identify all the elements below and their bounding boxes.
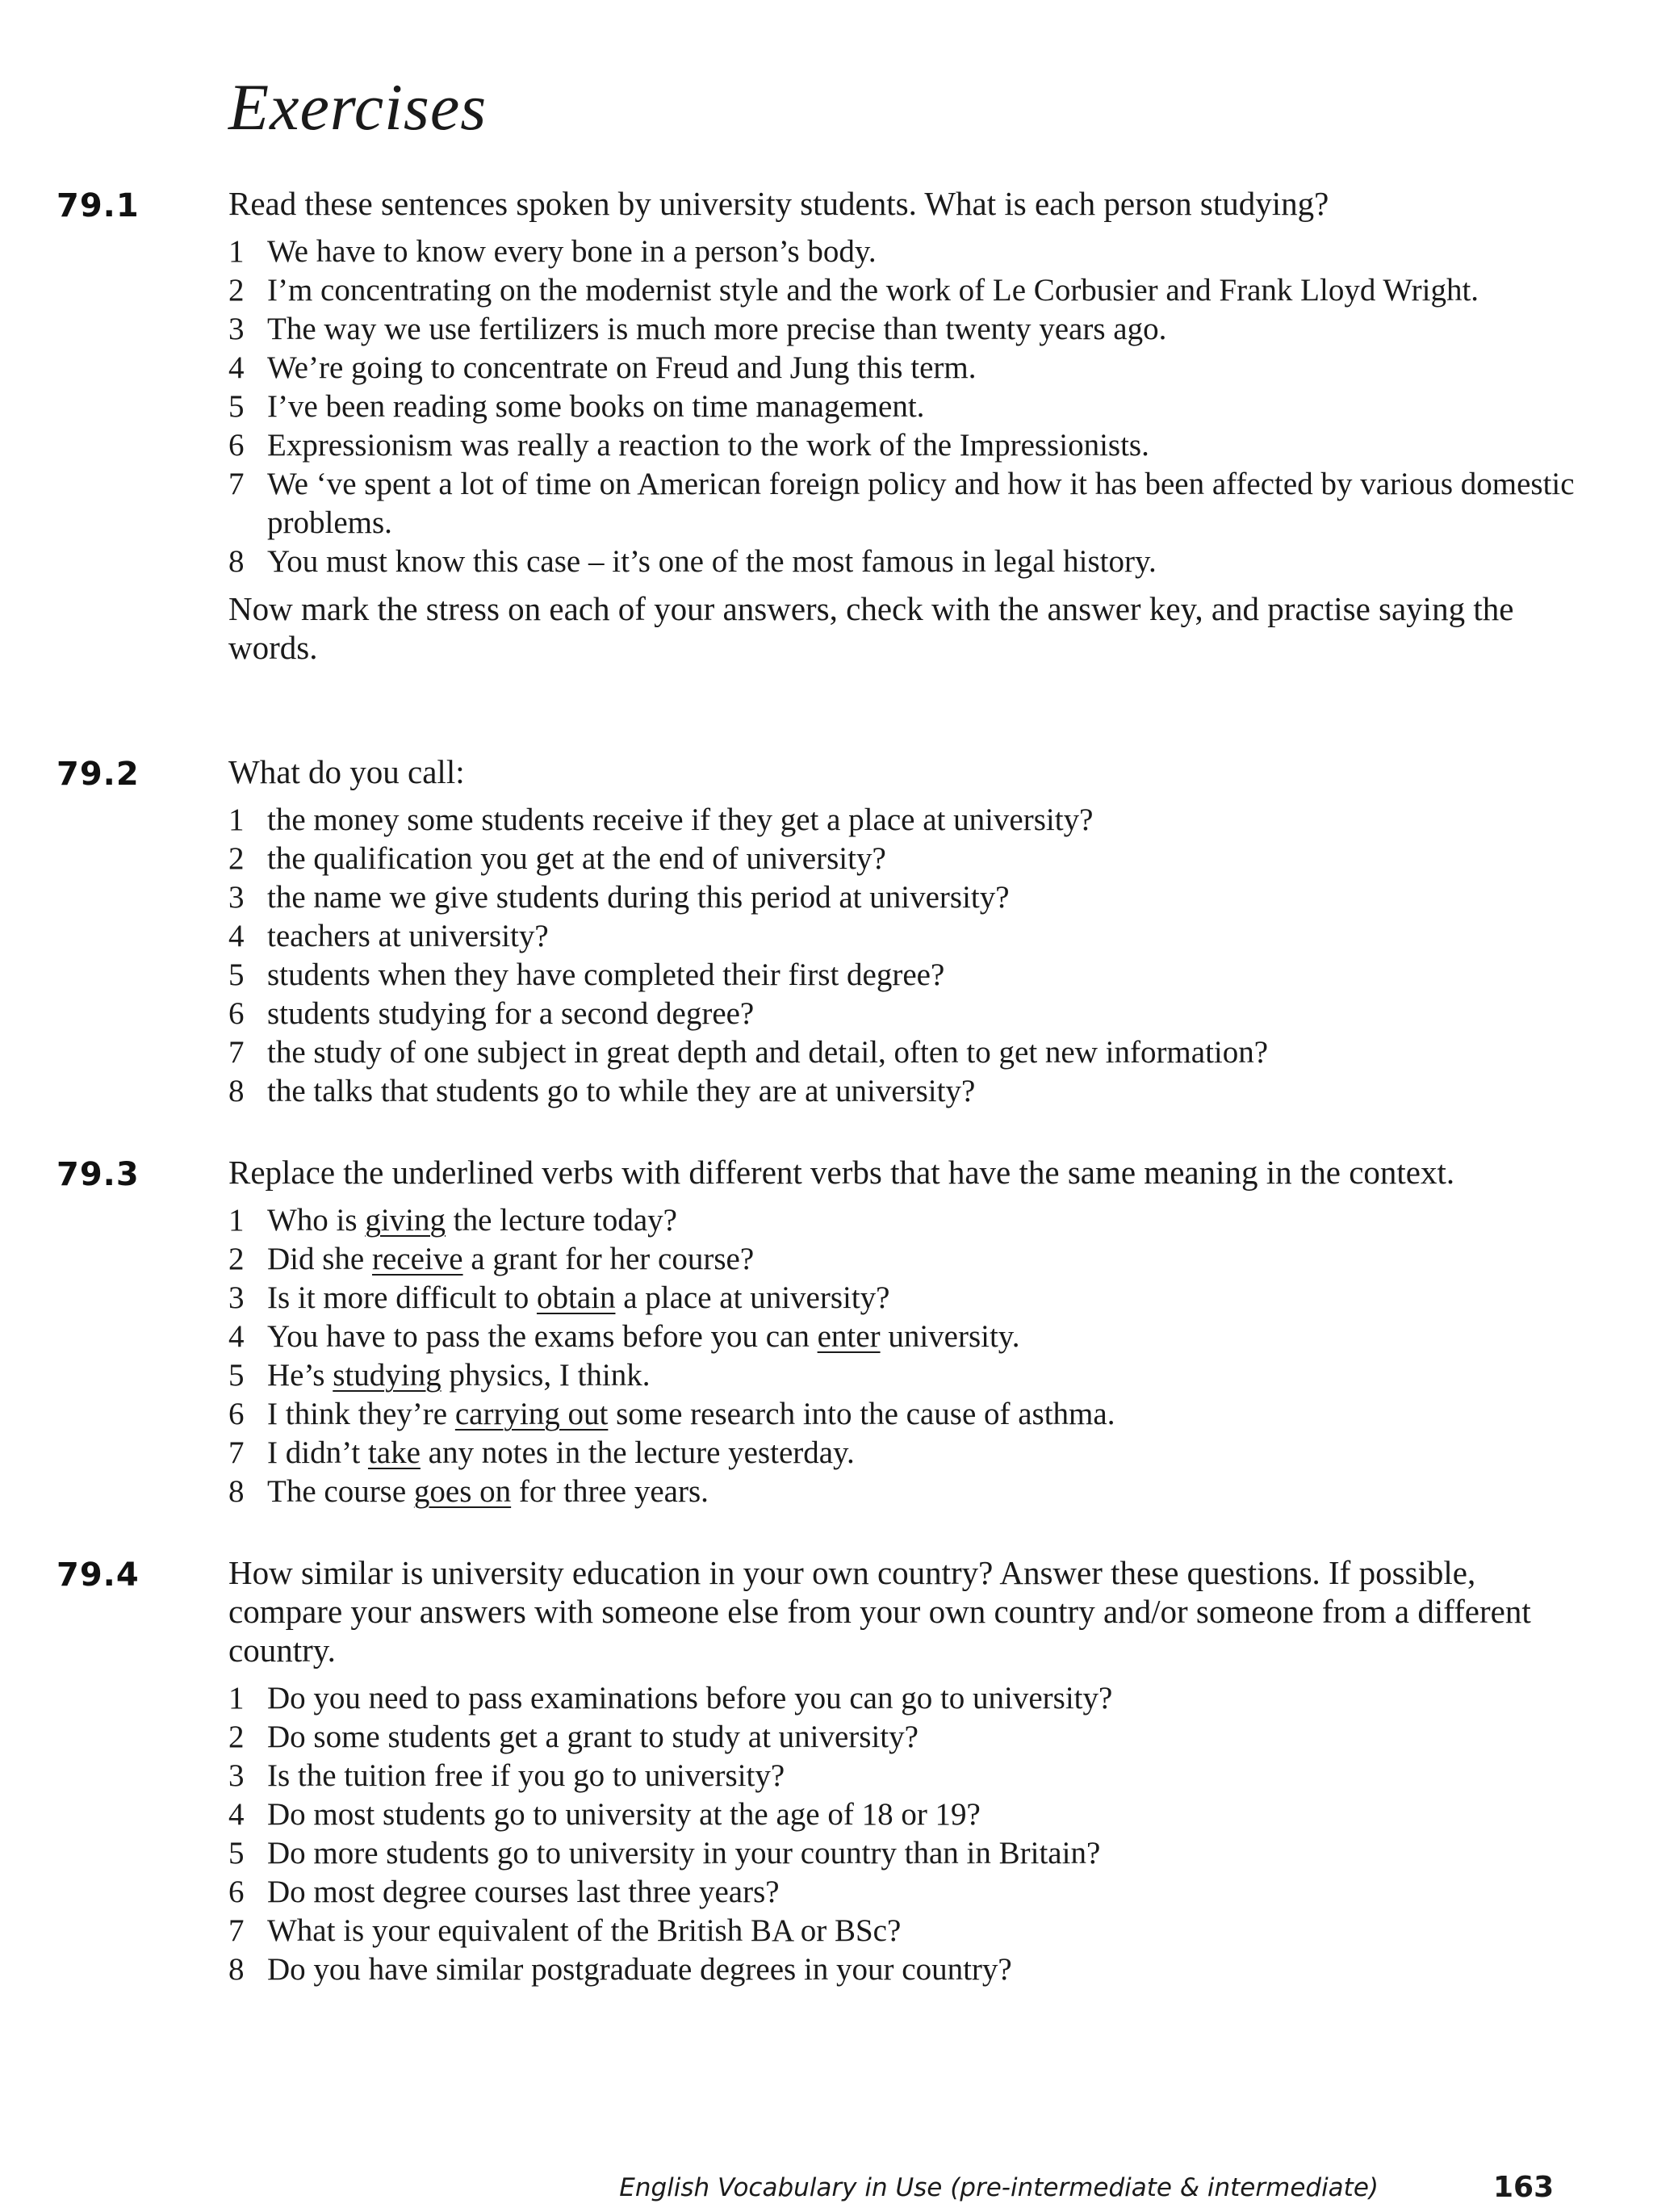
item-text: Do most students go to university at the age of 18 or 19? [267, 1797, 981, 1832]
item-text-before: I think they’re [267, 1397, 455, 1431]
item-text: Do you need to pass examinations before you can go to university? [267, 1681, 1113, 1716]
item-number: 1 [228, 1681, 245, 1716]
item-text: teachers at university? [267, 919, 549, 953]
item-text: What is your equivalent of the British BA or BSc? [267, 1913, 902, 1948]
item-number: 7 [228, 467, 245, 501]
exercise-body [228, 184, 1584, 667]
item-number: 3 [228, 1758, 245, 1793]
item-text-after: for three years. [511, 1474, 709, 1509]
exercise-item [228, 1473, 1584, 1511]
item-number: 4 [228, 919, 245, 953]
exercise-item [228, 1912, 1584, 1950]
item-number: 7 [228, 1435, 245, 1470]
item-text: Is the tuition free if you go to university? [267, 1758, 785, 1793]
exercise-item [228, 1795, 1584, 1834]
item-text-before: Who is [267, 1203, 366, 1238]
item-text: students studying for a second degree? [267, 996, 755, 1031]
item-number: 6 [228, 1875, 245, 1909]
item-text-before: Did she [267, 1242, 372, 1276]
item-number: 6 [228, 428, 245, 463]
exercise-body [228, 1553, 1584, 1989]
exercise-item [228, 388, 1584, 426]
item-text-after: physics, I think. [441, 1358, 651, 1393]
item-number: 3 [228, 880, 245, 915]
exercise-item [228, 1356, 1584, 1395]
item-text-after: any notes in the lecture yesterday. [420, 1435, 855, 1470]
item-number: 7 [228, 1913, 245, 1948]
underlined-verb: studying [333, 1358, 441, 1393]
exercise-item [228, 1757, 1584, 1795]
item-text: You must know this case – it’s one of the most famous in legal history. [267, 544, 1157, 579]
exercise-item [228, 543, 1584, 581]
item-text-before: The course [267, 1474, 414, 1509]
book-title: English Vocabulary in Use (pre-intermediate & intermediate) [619, 2173, 1379, 2202]
exercise-item [228, 271, 1584, 310]
underlined-verb: enter [817, 1319, 881, 1354]
exercise-item [228, 840, 1584, 878]
exercise-items [228, 233, 1584, 581]
underlined-verb: goes on [413, 1474, 512, 1509]
item-text: We have to know every bone in a person’s body. [267, 234, 877, 269]
item-text: Do you have similar postgraduate degrees in your country? [267, 1952, 1012, 1987]
item-number: 6 [228, 1397, 245, 1431]
exercise-item [228, 1318, 1584, 1356]
exercise-items [228, 1679, 1584, 1989]
exercise-items [228, 801, 1584, 1111]
item-text: I’ve been reading some books on time management. [267, 389, 925, 424]
item-text-before: Is it more difficult to [267, 1280, 537, 1315]
exercise-item [228, 1679, 1584, 1718]
exercise-item [228, 1434, 1584, 1473]
item-number: 3 [228, 312, 245, 346]
exercise-instruction: How similar is university education in your own country? Answer these questions. If possible, compare your answers with someone else from your own country and/or someone from a different country. [228, 1554, 1531, 1669]
item-text: Expressionism was really a reaction to the work of the Impressionists. [267, 428, 1149, 463]
item-text-after: some research into the cause of asthma. [608, 1397, 1115, 1431]
exercise-item [228, 956, 1584, 995]
item-text: We ‘ve spent a lot of time on American foreign policy and how it has been affected by various domestic problems. [267, 467, 1575, 540]
item-number: 5 [228, 1358, 245, 1393]
underlined-verb: take [367, 1435, 421, 1470]
underlined-verb: giving [365, 1203, 446, 1238]
exercise-item [228, 1834, 1584, 1873]
exercise-items [228, 1201, 1584, 1511]
item-text: Do more students go to university in your country than in Britain? [267, 1836, 1101, 1871]
exercise-item [228, 426, 1584, 465]
item-text: Do some students get a grant to study at university? [267, 1720, 919, 1754]
underlined-verb: receive [372, 1242, 463, 1276]
exercise-number: 79.1 [56, 187, 140, 224]
item-number: 2 [228, 273, 245, 308]
exercise-item [228, 1279, 1584, 1318]
exercise-instruction: What do you call: [228, 753, 465, 790]
item-number: 8 [228, 1074, 245, 1108]
item-number: 7 [228, 1035, 245, 1070]
exercise-item [228, 1873, 1584, 1912]
exercise-item [228, 1201, 1584, 1240]
exercise-body [228, 752, 1584, 1111]
item-number: 6 [228, 996, 245, 1031]
item-number: 8 [228, 1474, 245, 1509]
item-number: 2 [228, 1720, 245, 1754]
page-number: 163 [1493, 2171, 1555, 2204]
item-text-after: a grant for her course? [462, 1242, 755, 1276]
exercise-body [228, 1153, 1584, 1511]
exercise-number: 79.2 [56, 756, 140, 793]
exercise-number: 79.4 [56, 1556, 140, 1594]
item-text: We’re going to concentrate on Freud and Jung this term. [267, 350, 977, 385]
exercise-item [228, 878, 1584, 917]
exercise-item [228, 995, 1584, 1033]
item-number: 2 [228, 841, 245, 876]
item-text: the money some students receive if they get a place at university? [267, 802, 1094, 837]
item-text-after: a place at university? [615, 1280, 890, 1315]
item-number: 5 [228, 389, 245, 424]
item-number: 5 [228, 957, 245, 992]
item-number: 8 [228, 544, 245, 579]
item-number: 5 [228, 1836, 245, 1871]
item-text: Do most degree courses last three years? [267, 1875, 780, 1909]
underlined-verb: carrying out [454, 1397, 609, 1431]
item-number: 4 [228, 1319, 245, 1354]
exercise-item [228, 1072, 1584, 1111]
exercise-item [228, 310, 1584, 349]
page-title: Exercises [228, 70, 488, 144]
exercise-item [228, 1033, 1584, 1072]
exercise-item [228, 917, 1584, 956]
item-text-before: I didn’t [267, 1435, 368, 1470]
item-number: 1 [228, 802, 245, 837]
item-text: the qualification you get at the end of university? [267, 841, 886, 876]
exercise-item [228, 1718, 1584, 1757]
underlined-verb: obtain [536, 1280, 616, 1315]
exercise-item [228, 233, 1584, 271]
item-number: 3 [228, 1280, 245, 1315]
exercise-item [228, 1240, 1584, 1279]
item-text-after: university. [880, 1319, 1020, 1354]
exercise-item [228, 1395, 1584, 1434]
item-text: students when they have completed their first degree? [267, 957, 945, 992]
item-text: the study of one subject in great depth and detail, often to get new information? [267, 1035, 1269, 1070]
item-text-before: He’s [267, 1358, 333, 1393]
exercise-instruction: Replace the underlined verbs with different verbs that have the same meaning in the context. [228, 1154, 1455, 1191]
item-text: I’m concentrating on the modernist style and the work of Le Corbusier and Frank Lloyd Wright. [267, 273, 1479, 308]
item-text: the talks that students go to while they are at university? [267, 1074, 976, 1108]
item-text: The way we use fertilizers is much more precise than twenty years ago. [267, 312, 1167, 346]
item-number: 4 [228, 350, 245, 385]
exercise-item [228, 349, 1584, 388]
item-number: 2 [228, 1242, 245, 1276]
item-number: 1 [228, 1203, 245, 1238]
item-number: 4 [228, 1797, 245, 1832]
item-text: the name we give students during this period at university? [267, 880, 1010, 915]
item-text-before: You have to pass the exams before you can [267, 1319, 818, 1354]
item-text-after: the lecture today? [446, 1203, 677, 1238]
exercise-item [228, 465, 1584, 543]
exercise-item [228, 801, 1584, 840]
item-number: 1 [228, 234, 245, 269]
exercise-instruction: Read these sentences spoken by university students. What is each person studying? [228, 185, 1329, 222]
exercise-item [228, 1950, 1584, 1989]
exercise-followup: Now mark the stress on each of your answers, check with the answer key, and practise saying the words. [228, 590, 1514, 666]
exercise-number: 79.3 [56, 1156, 140, 1193]
item-number: 8 [228, 1952, 245, 1987]
